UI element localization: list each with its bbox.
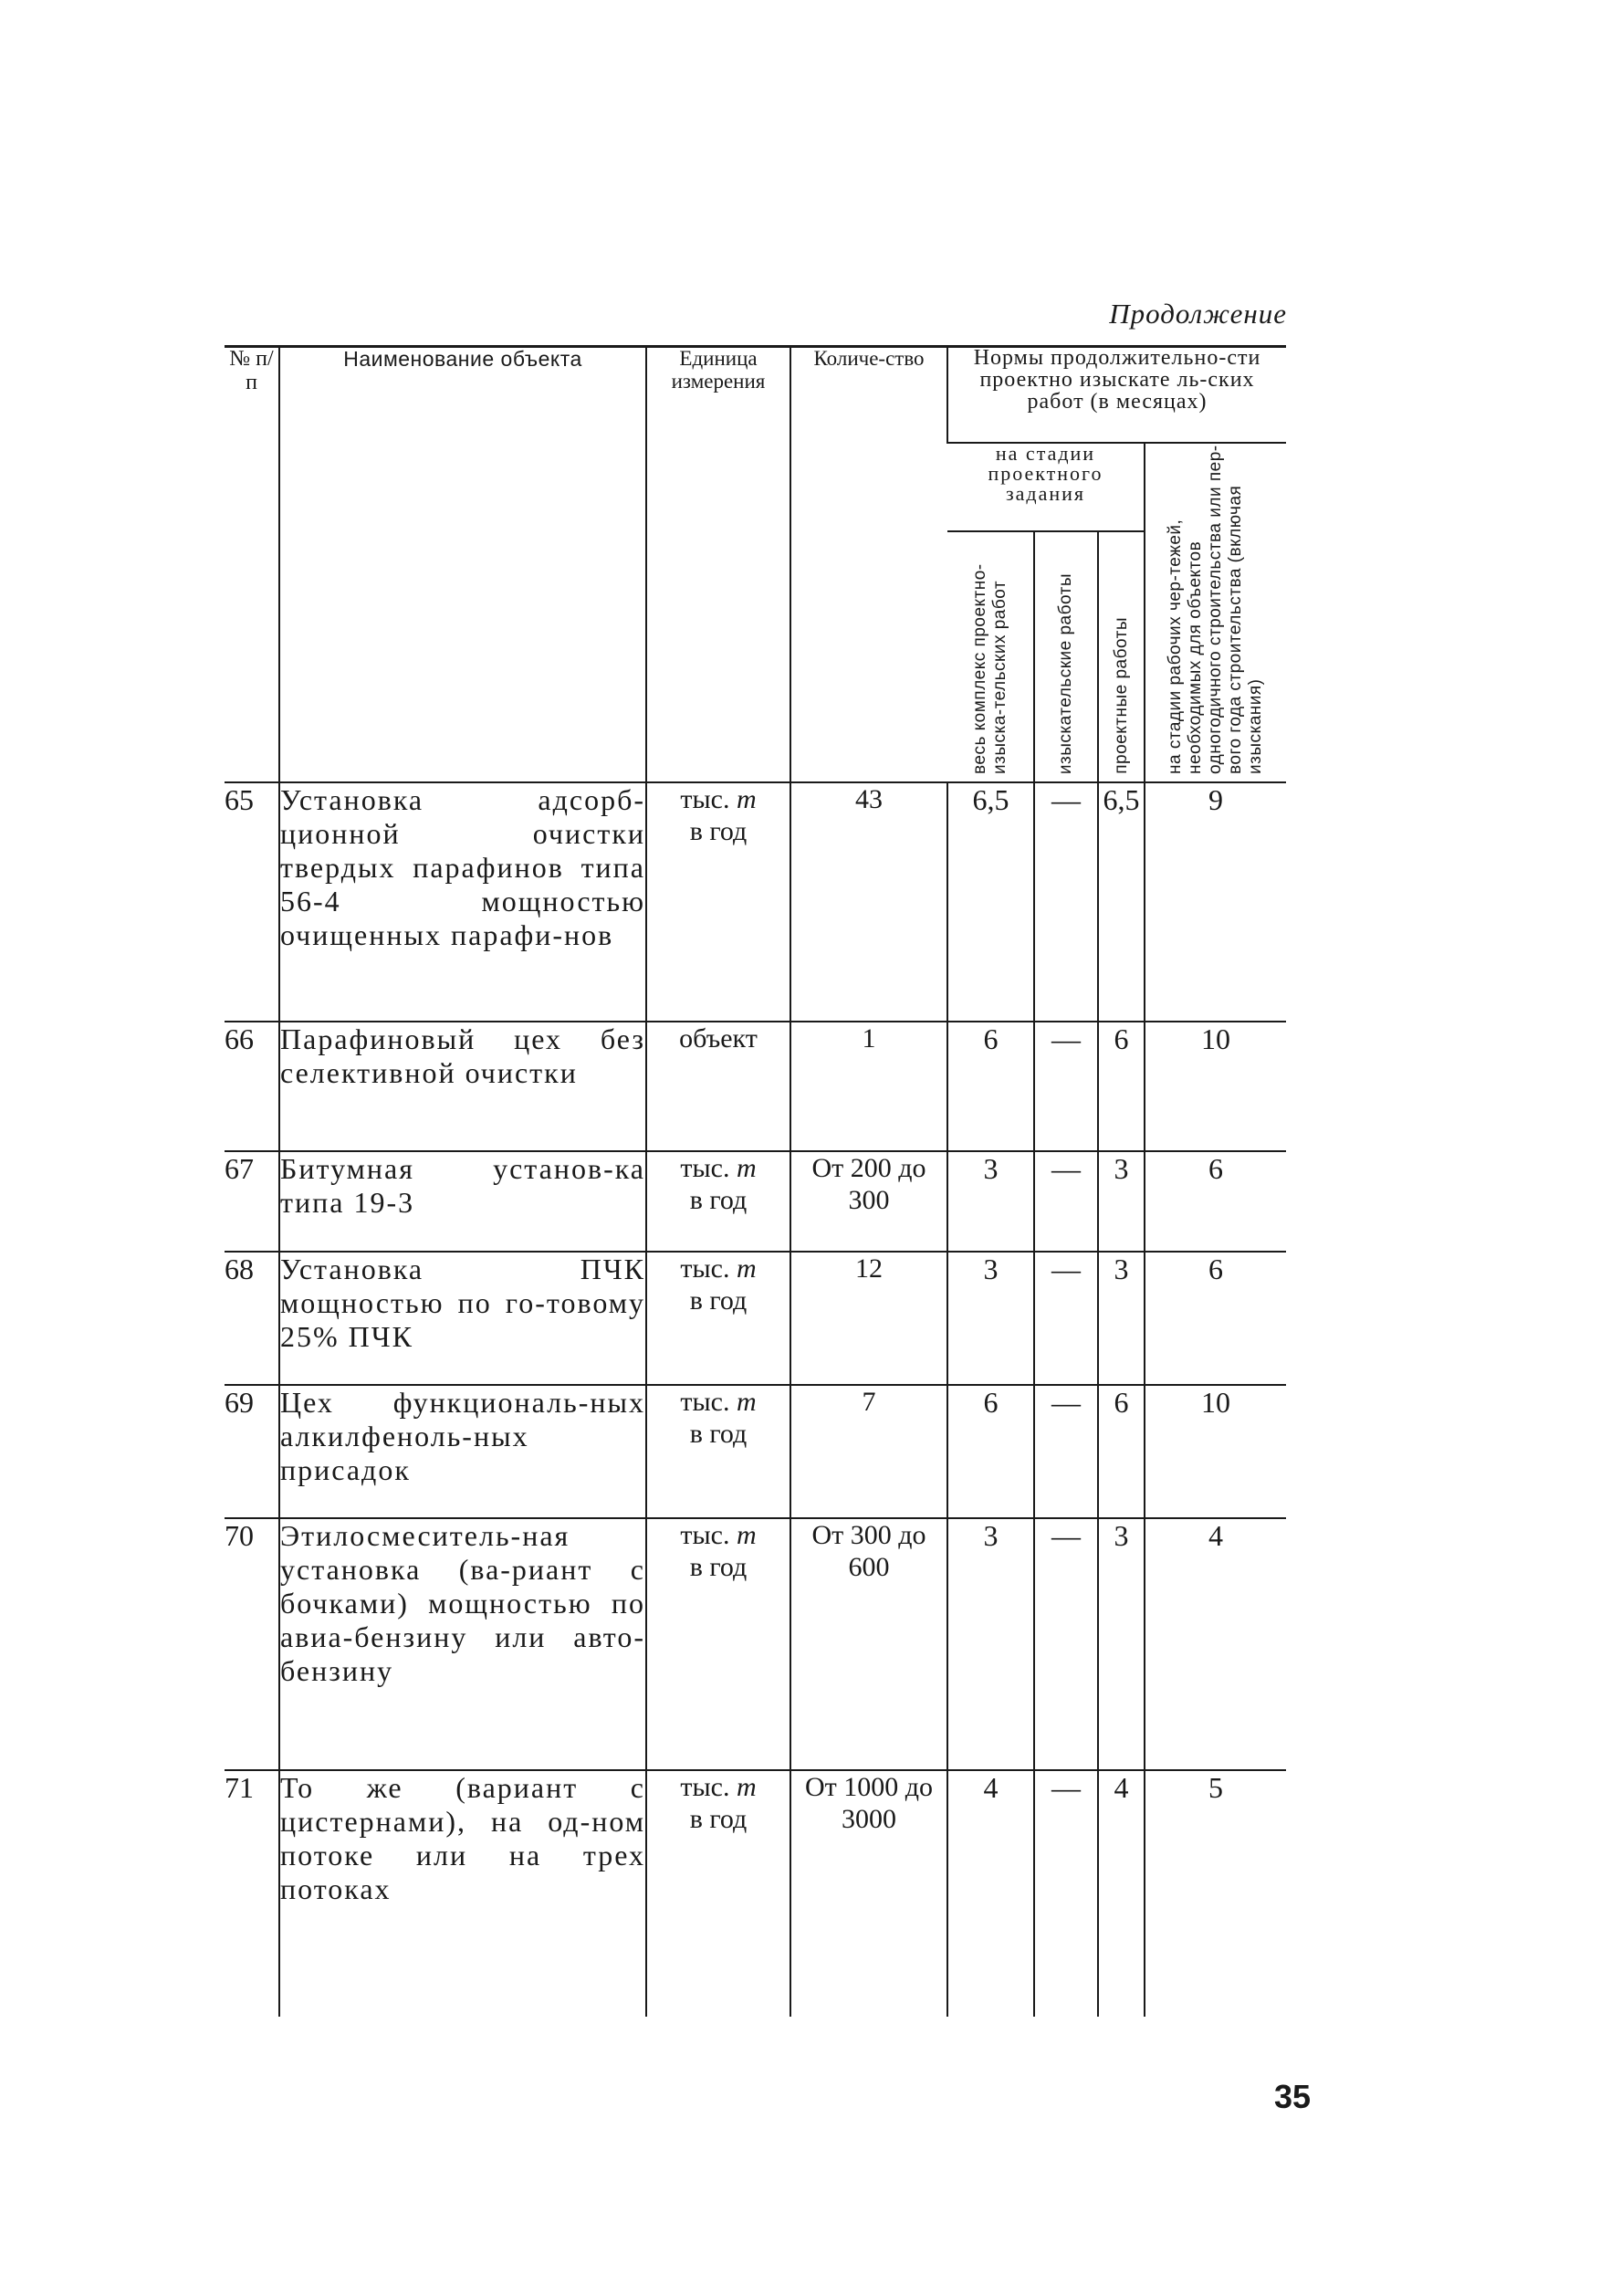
row-total: 6,5: [947, 782, 1034, 1022]
row-total: 6: [947, 1022, 1034, 1151]
row-quantity: От 200 до 300: [790, 1151, 947, 1252]
table-row: [225, 782, 1286, 1022]
unit-ton: т: [736, 1387, 757, 1417]
row-unit: [646, 1252, 790, 1385]
header-drawings-stage: [1145, 443, 1286, 782]
row-quantity: 1: [790, 1022, 947, 1151]
row-survey: —: [1034, 1770, 1098, 2017]
row-drawings: 4: [1145, 1518, 1286, 1770]
row-project: 6: [1098, 1385, 1145, 1518]
row-project: 3: [1098, 1151, 1145, 1252]
header-total-works: [947, 531, 1034, 782]
header-norms: Нормы продолжительно-сти проектно изыскате ль-ских работ (в месяцах): [947, 347, 1286, 443]
row-survey: —: [1034, 1252, 1098, 1385]
row-total: 3: [947, 1151, 1034, 1252]
norms-table: [225, 347, 1286, 2017]
row-project: 6: [1098, 1022, 1145, 1151]
row-name: Установка адсорб-ционной очистки твердых парафинов типа 56-4 мощностью очищенных парафи-нов: [279, 782, 646, 1022]
row-name: Цех функциональ-ных алкилфеноль-ных присадок: [279, 1385, 646, 1518]
row-quantity: От 1000 до 3000: [790, 1770, 947, 2017]
row-survey: —: [1034, 1518, 1098, 1770]
row-survey: —: [1034, 1151, 1098, 1252]
row-name: То же (вариант с цистернами), на од-ном потоке или на трех потоках: [279, 1770, 646, 2017]
row-drawings: 6: [1145, 1151, 1286, 1252]
header-design-stage: на стадии проектного задания: [947, 443, 1145, 531]
row-drawings: 6: [1145, 1252, 1286, 1385]
row-name: Установка ПЧК мощностью по го-товому 25% ПЧК: [279, 1252, 646, 1385]
table-row: [225, 1252, 1286, 1385]
unit-ton: т: [736, 1520, 757, 1550]
unit-ton: т: [736, 1772, 757, 1802]
row-project: 6,5: [1098, 782, 1145, 1022]
unit-per-year: в год: [689, 1804, 748, 1834]
unit-ton: т: [736, 1153, 757, 1183]
row-project: 3: [1098, 1518, 1145, 1770]
unit-prefix: тыс.: [680, 784, 737, 814]
header-survey-works: [1034, 531, 1098, 782]
row-name: Парафиновый цех без селективной очистки: [279, 1022, 646, 1151]
row-unit: [646, 1385, 790, 1518]
row-survey: —: [1034, 782, 1098, 1022]
row-unit: [646, 1151, 790, 1252]
row-number: 65: [225, 783, 254, 816]
row-total: 3: [947, 1252, 1034, 1385]
unit-prefix: тыс.: [680, 1253, 737, 1284]
row-project: 4: [1098, 1770, 1145, 2017]
row-name: Этилосмеситель-ная установка (ва-риант с бочками) мощностью по авиа-бензину или авто-бензину: [279, 1518, 646, 1770]
row-drawings: 9: [1145, 782, 1286, 1022]
header-project-works-text: проектные работы: [1111, 617, 1131, 774]
header-number: № п/п: [225, 347, 279, 782]
header-drawings-stage-text: на стадии рабочих чер-тежей, необходимых для объектов одногодичного строительства или пер-вого года строительства (включая изыскания): [1166, 445, 1265, 774]
row-unit: [646, 1022, 790, 1151]
row-drawings: 10: [1145, 1022, 1286, 1151]
unit-per-year: в год: [689, 1285, 748, 1316]
table-row: [225, 1518, 1286, 1770]
row-number: 71: [225, 1771, 254, 1804]
page-number: 35: [1274, 2078, 1312, 2115]
unit-ton: т: [736, 784, 757, 814]
row-unit: [646, 1518, 790, 1770]
row-total: 3: [947, 1518, 1034, 1770]
row-number: 68: [225, 1253, 254, 1285]
table-row: [225, 1151, 1286, 1252]
unit-prefix: тыс.: [680, 1387, 737, 1417]
unit-per-year: в год: [689, 816, 748, 846]
unit-prefix: тыс.: [680, 1520, 737, 1550]
header-quantity: Количе-ство: [790, 347, 947, 782]
row-quantity: 12: [790, 1252, 947, 1385]
unit-per-year: в год: [689, 1419, 748, 1449]
unit-prefix: тыс.: [680, 1772, 737, 1802]
header-survey-works-text: изыскательские работы: [1056, 572, 1075, 774]
row-quantity: 43: [790, 782, 947, 1022]
row-drawings: 5: [1145, 1770, 1286, 2017]
header-unit: Единица измерения: [646, 347, 790, 782]
table-row: [225, 1022, 1286, 1151]
row-survey: —: [1034, 1385, 1098, 1518]
row-number: 67: [225, 1152, 254, 1185]
row-survey: —: [1034, 1022, 1098, 1151]
row-number: 70: [225, 1519, 254, 1552]
header-project-works: [1098, 531, 1145, 782]
unit-prefix: объект: [679, 1023, 758, 1054]
table-row: [225, 1770, 1286, 2017]
table-row: [225, 1385, 1286, 1518]
row-name: Битумная установ-ка типа 19-3: [279, 1151, 646, 1252]
header-name: Наименование объекта: [279, 347, 646, 782]
row-number: 66: [225, 1022, 254, 1055]
unit-per-year: в год: [689, 1552, 748, 1582]
row-quantity: От 300 до 600: [790, 1518, 947, 1770]
row-unit: [646, 1770, 790, 2017]
unit-per-year: в год: [689, 1185, 748, 1215]
row-number: 69: [225, 1386, 254, 1419]
row-total: 6: [947, 1385, 1034, 1518]
row-drawings: 10: [1145, 1385, 1286, 1518]
row-project: 3: [1098, 1252, 1145, 1385]
row-quantity: 7: [790, 1385, 947, 1518]
row-unit: [646, 782, 790, 1022]
row-total: 4: [947, 1770, 1034, 2017]
unit-ton: т: [736, 1253, 757, 1284]
header-total-works-text: весь комплекс проектно-изыска-тельских работ: [970, 563, 1009, 774]
unit-prefix: тыс.: [680, 1153, 737, 1183]
continued-label: Продолжение: [1109, 298, 1287, 330]
